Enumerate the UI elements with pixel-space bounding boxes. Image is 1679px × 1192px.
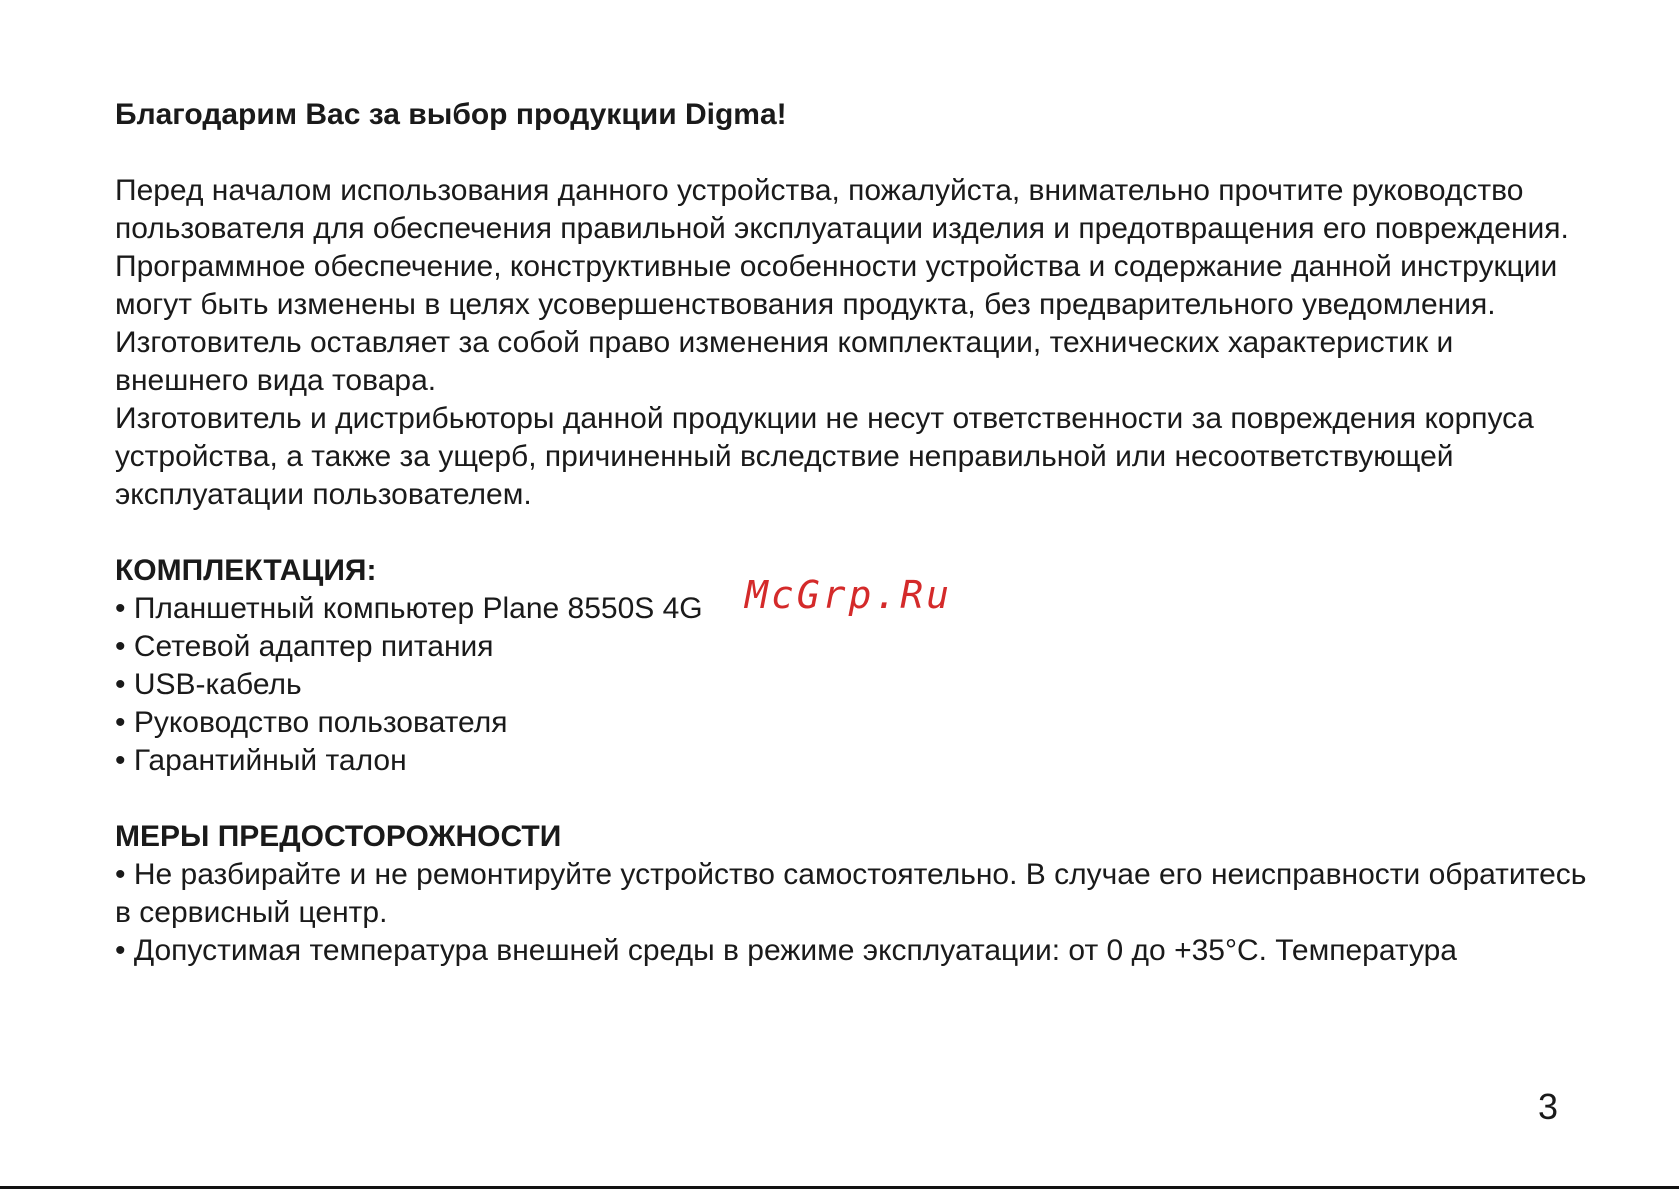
list-item: • USB-кабель (115, 668, 302, 701)
bottom-divider (0, 1186, 1679, 1189)
intro-paragraph: Перед началом использования данного устройства, пожалуйста, внимательно прочтите руководство пользователя для обеспечения правильной эксплуатации изделия и предотвращения его повреждения. (115, 174, 1569, 245)
list-item: • Допустимая температура внешней среды в режиме эксплуатации: от 0 до +35°С. Температура (115, 934, 1457, 967)
precautions-list (115, 856, 1595, 970)
intro-paragraph: Изготовитель оставляет за собой право изменения комплектации, технических характеристик и внешнего вида товара. (115, 326, 1454, 397)
list-item: • Руководство пользователя (115, 706, 508, 739)
intro-paragraph: Изготовитель и дистрибьюторы данной продукции не несут ответственности за повреждения корпуса устройства, а также за ущерб, причиненный вследствие неправильной или несоответствующей эксплуатации пользователем. (115, 402, 1534, 511)
page-number: 3 (1538, 1086, 1559, 1127)
greeting-heading: Благодарим Вас за выбор продукции Digma! (115, 98, 787, 131)
list-item: • Планшетный компьютер Plane 8550S 4G (115, 592, 703, 625)
package-heading: КОМПЛЕКТАЦИЯ: (115, 554, 377, 587)
list-item: • Гарантийный талон (115, 744, 407, 777)
package-list (115, 590, 1595, 780)
list-item: • Сетевой адаптер питания (115, 630, 494, 663)
page-content (115, 96, 1595, 970)
intro-paragraph: Программное обеспечение, конструктивные особенности устройства и содержание данной инструкции могут быть изменены в целях усовершенствования продукта, без предварительного уведомления. (115, 250, 1558, 321)
precautions-heading: МЕРЫ ПРЕДОСТОРОЖНОСТИ (115, 820, 562, 853)
list-item: • Не разбирайте и не ремонтируйте устройство самостоятельно. В случае его неисправности обратитесь в сервисный центр. (115, 858, 1587, 929)
watermark-logo: McGrp.Ru (745, 573, 953, 617)
